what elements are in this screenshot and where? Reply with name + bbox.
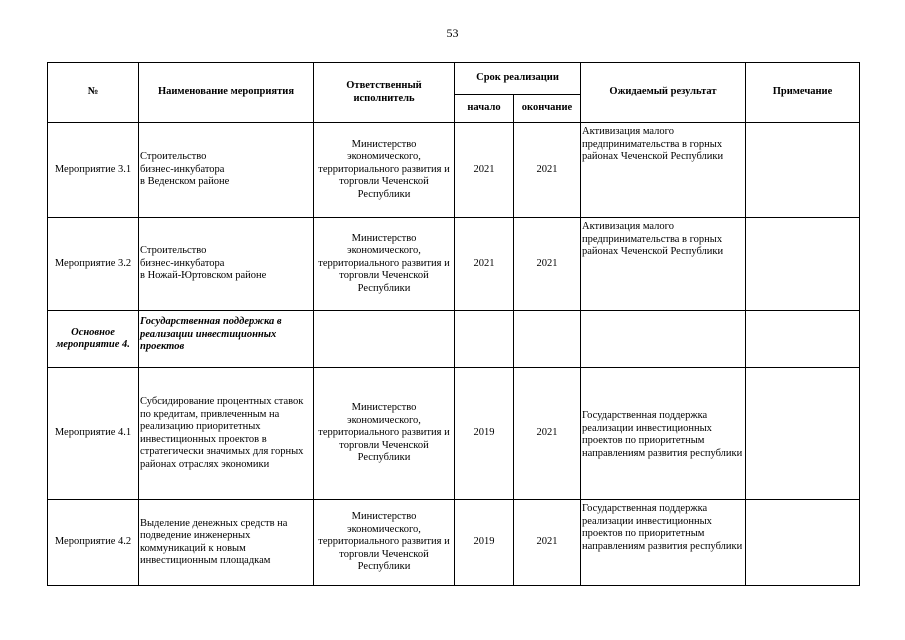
header-responsible: Ответственный исполнитель	[314, 63, 455, 123]
row-note	[746, 123, 860, 218]
table-row	[48, 123, 860, 218]
activities-table	[47, 62, 860, 586]
row-end-year	[514, 311, 581, 368]
row-end-year: 2021	[514, 368, 581, 500]
row-note	[746, 218, 860, 311]
header-result: Ожидаемый результат	[581, 63, 746, 123]
row-start-year	[455, 311, 514, 368]
row-result: Государственная поддержка реализации инвестиционных проектов по приоритетным направлениям развития республики	[581, 368, 746, 500]
row-end-year: 2021	[514, 123, 581, 218]
row-start-year: 2019	[455, 368, 514, 500]
row-responsible: Министерство экономического, территориального развития и торговли Чеченской Республики	[314, 368, 455, 500]
row-start-year: 2021	[455, 218, 514, 311]
row-responsible: Министерство экономического, территориального развития и торговли Чеченской Республики	[314, 123, 455, 218]
row-note	[746, 500, 860, 586]
row-result: Активизация малого предпринимательства в горных районах Чеченской Республики	[581, 218, 746, 311]
row-responsible	[314, 311, 455, 368]
row-number: Мероприятие 3.1	[48, 123, 139, 218]
row-start-year: 2019	[455, 500, 514, 586]
table-row	[48, 500, 860, 586]
row-number: Мероприятие 4.1	[48, 368, 139, 500]
table-row	[48, 218, 860, 311]
row-name: Строительство бизнес-инкубатора в Ножай-Юртовском районе	[139, 218, 314, 311]
row-name: Субсидирование процентных ставок по кредитам, привлеченным на реализацию приоритетных инвестиционных проектов в стратегически значимых для горных районах отраслях экономики	[139, 368, 314, 500]
row-note	[746, 368, 860, 500]
row-end-year: 2021	[514, 218, 581, 311]
row-result: Государственная поддержка реализации инвестиционных проектов по приоритетным направлениям развития республики	[581, 500, 746, 586]
table-row-main-activity	[48, 311, 860, 368]
row-number: Основное мероприятие 4.	[48, 311, 139, 368]
header-note: Примечание	[746, 63, 860, 123]
row-name: Выделение денежных средств на подведение инженерных коммуникаций к новым инвестиционным площадкам	[139, 500, 314, 586]
row-number: Мероприятие 4.2	[48, 500, 139, 586]
row-result: Активизация малого предпринимательства в горных районах Чеченской Республики	[581, 123, 746, 218]
header-name: Наименование мероприятия	[139, 63, 314, 123]
header-num: №	[48, 63, 139, 123]
row-number: Мероприятие 3.2	[48, 218, 139, 311]
header-row	[48, 63, 860, 95]
table-row	[48, 368, 860, 500]
header-start: начало	[455, 95, 514, 123]
row-responsible: Министерство экономического, территориального развития и торговли Чеченской Республики	[314, 218, 455, 311]
header-period: Срок реализации	[455, 63, 581, 95]
row-end-year: 2021	[514, 500, 581, 586]
page-number: 53	[446, 26, 459, 40]
row-result	[581, 311, 746, 368]
row-name: Государственная поддержка в реализации инвестиционных проектов	[139, 311, 314, 368]
row-name: Строительство бизнес-инкубатора в Веденском районе	[139, 123, 314, 218]
header-end: окончание	[514, 95, 581, 123]
row-responsible: Министерство экономического, территориального развития и торговли Чеченской Республики	[314, 500, 455, 586]
row-start-year: 2021	[455, 123, 514, 218]
row-note	[746, 311, 860, 368]
